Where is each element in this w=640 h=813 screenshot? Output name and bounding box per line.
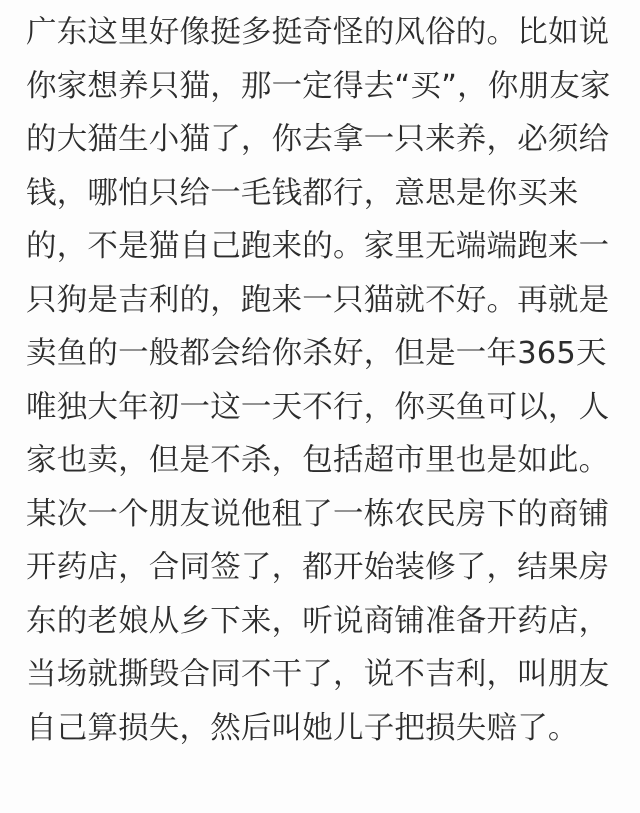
bottom-fade-overlay (0, 769, 270, 813)
document-paragraph: 广东这里好像挺多挺奇怪的风俗的。比如说你家想养只猫，那一定得去“买”，你朋友家的大猫生小猫了，你去拿一只来养，必须给钱，哪怕只给一毛钱都行，意思是你买来的，不是猫自己跑来的。家里无端端跑来一只狗是吉利的，跑来一只猫就不好。再就是卖鱼的一般都会给你杀好，但是一年365天唯独大年初一这一天不行，你买鱼可以，人家也卖，但是不杀，包括超市里也是如此。某次一个朋友说他租了一栋农民房下的商铺开药店，合同签了，都开始装修了，结果房东的老娘从乡下来，听说商铺准备开药店，当场就撕毁合同不干了，说不吉利，叫朋友自己算损失，然后叫她儿子把损失赔了。 (26, 15, 611, 746)
